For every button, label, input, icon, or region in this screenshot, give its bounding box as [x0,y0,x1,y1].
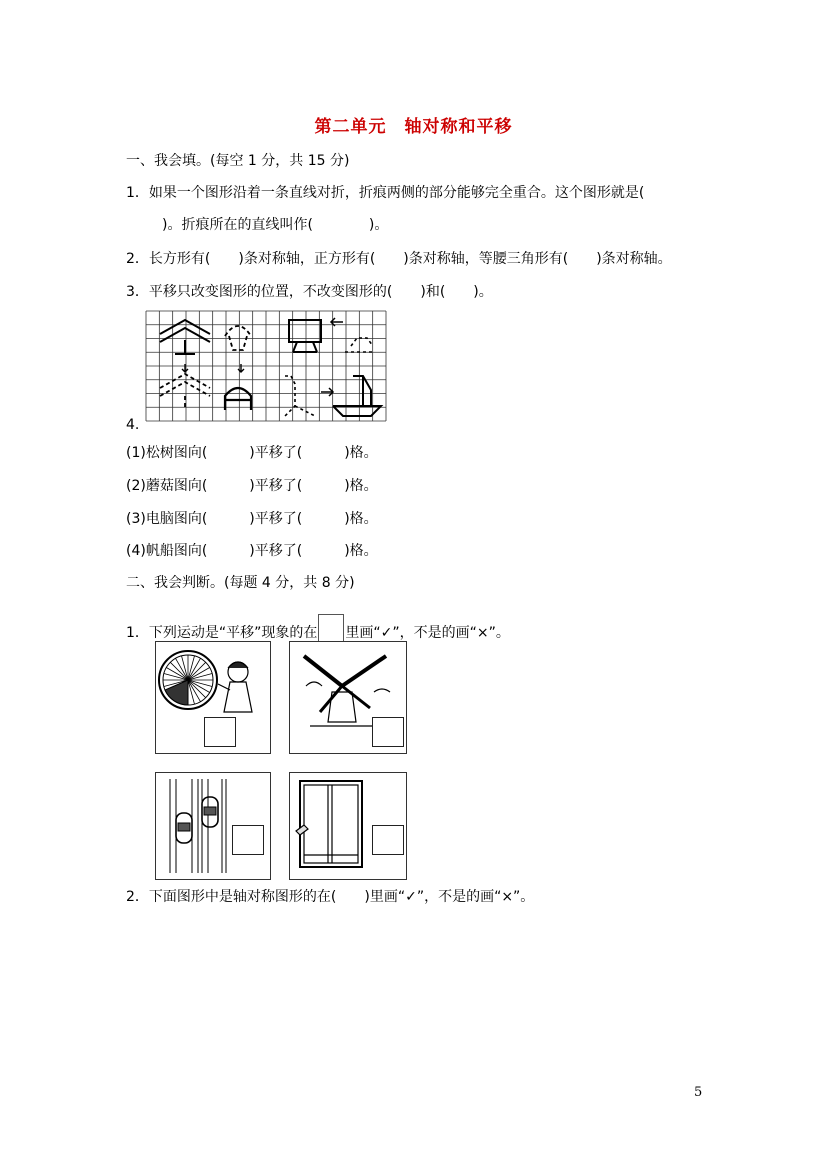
picture-sliding-window [289,772,407,880]
page-number: 5 [694,1085,703,1100]
q1-line2: )。折痕所在的直线叫作( )。 [148,217,389,233]
wheel-icon [159,651,217,709]
elevator-icon [170,779,226,873]
mushroom-dashed [225,326,251,350]
q1-line1: 1．如果一个图形沿着一条直线对折，折痕两侧的部分能够完全重合。这个图形就是( [126,185,645,201]
q3-text: 3．平移只改变图形的位置，不改变图形的( )和( )。 [126,284,493,300]
q4-item-3: (3)电脑图向( )平移了( )格。 [126,511,378,527]
q4-item-1: (1)松树图向( )平移了( )格。 [126,445,378,461]
picture-windmill [289,641,407,754]
answer-box-4[interactable] [372,825,404,855]
q2-text: 2．长方形有( )条对称轴，正方形有( )条对称轴，等腰三角形有( )条对称轴。 [126,251,672,267]
picture-elevators [155,772,271,880]
girl-icon [218,662,252,712]
picture-wheel-girl [155,641,271,754]
page-title: 第二单元 轴对称和平移 [314,117,513,137]
section2-heading: 二、我会判断。(每题 4 分，共 8 分) [126,575,355,591]
s2-q1 [126,614,510,643]
s2-q1-after: 里画“✓”，不是的画“×”。 [345,625,510,641]
inline-answer-box [318,614,344,641]
mushroom-solid [225,388,251,410]
s2-q2: 2．下面图形中是轴对称图形的在( )里画“✓”，不是的画“×”。 [126,889,535,905]
s2-q1-before: 1．下列运动是“平移”现象的在 [126,625,318,641]
computer-dashed [345,338,375,352]
answer-box-2[interactable] [372,717,404,747]
windmill-icon [304,656,390,726]
section1-heading: 一、我会填。(每空 1 分，共 15 分) [126,153,350,169]
arrow-right-icon [321,388,333,396]
translation-grid [145,310,387,422]
q4-label: 4. [126,417,140,433]
answer-box-3[interactable] [232,825,264,855]
answer-box-1[interactable] [204,717,236,747]
window-icon [296,781,362,867]
boat-dashed [285,376,315,416]
q4-item-2: (2)蘑菇图向( )平移了( )格。 [126,478,378,494]
boat-solid [333,376,381,416]
q4-item-4: (4)帆船图向( )平移了( )格。 [126,543,378,559]
